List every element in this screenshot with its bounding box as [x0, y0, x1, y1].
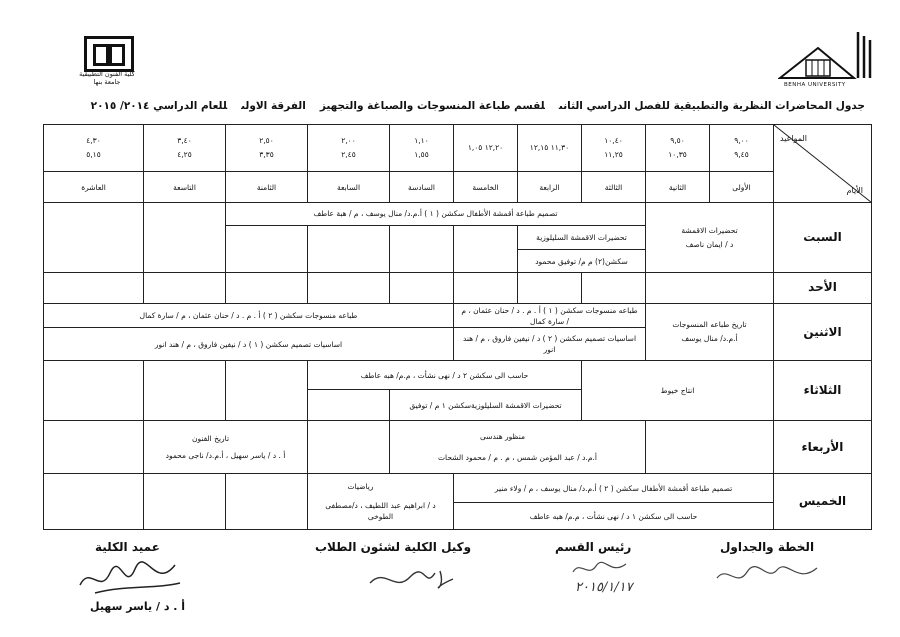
period-name-9: التاسعة [144, 172, 226, 203]
period-name-6: السادسة [390, 172, 454, 203]
sat-class-3-l1: تحضيرات الاقمشة السليلوزية [518, 225, 646, 250]
tue-class-3: تحضيرات الاقمشة السليلوزيةسكشن ١ م / توفيق [390, 390, 582, 421]
college-logo [78, 36, 136, 86]
period-name-2: الثانية [646, 172, 710, 203]
vice-signature-label: وكيل الكلية لشئون الطلاب [315, 540, 472, 554]
period-name-1: الأولى [710, 172, 774, 203]
mon-class-2-l2: اساسيات تصميم سكشن ( ٢ ) د / نيفين فاروق ، م / هند انور [454, 328, 646, 361]
sat-empty-6 [390, 225, 454, 272]
sun-empty-1 [646, 272, 774, 303]
sat-empty-5 [454, 225, 518, 272]
wed-empty-7 [308, 420, 390, 473]
tue-empty-7 [308, 390, 390, 421]
university-logo [778, 26, 876, 86]
thu-empty-10 [44, 474, 144, 530]
day-wednesday: الأربعاء [774, 420, 872, 473]
title-part-3: الفرقة الاولى [241, 100, 306, 112]
mon-class-3-l2: اساسيات تصميم سكشن ( ١ ) د / نيفين فاروق ، م / هند انور [44, 328, 454, 361]
time-cell-2: ٩,٥٠ ١٠,٣٥ [646, 125, 710, 172]
plan-signature-scribble [712, 560, 822, 590]
sun-empty-10 [44, 272, 144, 303]
wed-empty-10 [44, 420, 144, 473]
wednesday-row [44, 420, 872, 473]
time-cell-7: ٢,٠٠ ٢,٤٥ [308, 125, 390, 172]
day-sunday: الأحد [774, 272, 872, 303]
time-cell-6: ١,١٠ ١,٥٥ [390, 125, 454, 172]
page-title [90, 100, 865, 112]
time-cell-1: ٩,٠٠ ٩,٤٥ [710, 125, 774, 172]
sat-empty-8 [144, 203, 226, 273]
day-thursday: الخميس [774, 474, 872, 530]
sun-empty-6 [390, 272, 454, 303]
thu-class-1: تصميم طباعة أقمشة الأطفال سكشن ( ٢ ) أ.م.د/ منال يوسف ، م / ولاء منير [454, 474, 774, 503]
mon-class-1: تاريخ طباعه المنسوجات أ.م.د/ منال يوسف [646, 303, 774, 361]
time-cell-10: ٤,٣٠ ٥,١٥ [44, 125, 144, 172]
monday-row-1 [44, 303, 872, 328]
day-saturday: السبت [774, 203, 872, 273]
dean-signature-label: عميد الكلية [95, 540, 160, 554]
tue-empty-10 [44, 361, 144, 421]
wed-class-1: منظور هندسى أ.م.د / عبد المؤمن شمس ، م . م / محمود الشحات [390, 420, 646, 473]
title-part-2: لقسم طباعة المنسوجات والصباغة والتجهيز [319, 100, 545, 112]
time-cell-8: ٢,٥٠ ٣,٣٥ [226, 125, 308, 172]
university-logo-caption: BENHA UNIVERSITY [784, 82, 846, 88]
times-row [44, 125, 872, 172]
sun-empty-3 [582, 272, 646, 303]
period-name-7: السابعة [308, 172, 390, 203]
corner-header [774, 125, 872, 203]
period-name-8: الثامنة [226, 172, 308, 203]
period-names-row [44, 172, 872, 203]
sun-empty-8 [226, 272, 308, 303]
corner-days-label: الأيام [846, 186, 863, 196]
time-cell-9: ٣,٤٠ ٤,٢٥ [144, 125, 226, 172]
head-signature-label: رئيس القسم [555, 540, 632, 554]
handwritten-date: ٢٠١٥/١/١٧ [575, 580, 633, 595]
sun-empty-7 [308, 272, 390, 303]
sat-class-3-l2: سكشن(٢) م م/ توفيق محمود [518, 250, 646, 273]
mon-class-3-l1: طباعه منسوجات سكشن ( ٢ ) أ . م . د / حنان عثمان ، م / سارة كمال [44, 303, 454, 328]
tue-class-1: انتاج خيوط [582, 361, 774, 421]
corner-times-label: المواعيد [780, 134, 808, 143]
thu-empty-8 [226, 474, 308, 530]
saturday-row-1 [44, 203, 872, 226]
period-name-3: الثالثة [582, 172, 646, 203]
day-tuesday: الثلاثاء [774, 361, 872, 421]
tue-class-2: حاسب الى سكشن ٢ د / نهى نشأت ، م.م/ هبه عاطف [308, 361, 582, 390]
tuesday-row-1 [44, 361, 872, 390]
vice-signature-scribble [365, 563, 460, 597]
period-name-4: الرابعة [518, 172, 582, 203]
head-signature-scribble [570, 558, 630, 580]
title-part-4: للعام الدراسي ٢٠١٤/ ٢٠١٥ [90, 100, 228, 112]
mon-class-2-l1: طباعه منسوجات سكشن ( ١ ) أ . م . د / حنان عثمان ، م / سارة كمال [454, 303, 646, 328]
thursday-row-1 [44, 474, 872, 503]
thu-empty-9 [144, 474, 226, 530]
time-cell-4: ١١,٣٠ ١٢,١٥ [518, 125, 582, 172]
thu-class-2: حاسب الى سكشن ١ د / نهى نشأت ، م.م/ هبه عاطف [454, 503, 774, 530]
sun-empty-4 [518, 272, 582, 303]
sun-empty-9 [144, 272, 226, 303]
period-name-5: الخامسة [454, 172, 518, 203]
sat-empty-7b [226, 225, 308, 272]
plan-signature-label: الخطة والجداول [720, 540, 815, 554]
wed-empty-1 [646, 420, 774, 473]
sun-empty-5 [454, 272, 518, 303]
tue-empty-8 [226, 361, 308, 421]
dean-signature-scribble [75, 555, 185, 600]
title-part-1: جدول المحاضرات النظرية والتطبيقية للفصل الدراسي الثانى [558, 100, 865, 112]
day-monday: الاثنين [774, 303, 872, 361]
wed-class-2: تاريخ الفنون أ . د / ياسر سهيل ، أ.م.د/ ناجى محمود [144, 420, 308, 473]
period-name-10: العاشرة [44, 172, 144, 203]
sunday-row [44, 272, 872, 303]
time-cell-3: ١٠,٤٠ ١١,٢٥ [582, 125, 646, 172]
dean-name: أ . د / ياسر سهيل [90, 600, 186, 613]
sat-empty-7 [308, 225, 390, 272]
tue-empty-9 [144, 361, 226, 421]
college-logo-caption: كلية الفنون التطبيقية جامعة بنها [79, 70, 135, 86]
sat-class-2: تصميم طباعة أقمشة الأطفال سكشن ( ١ ) أ.م.د/ منال يوسف ، م / هبة عاطف [226, 203, 646, 226]
schedule-table [43, 124, 872, 530]
thu-class-3: رياضيات د / ابراهيم عبد اللطيف ، د/مصطفى الطوخى [308, 474, 454, 530]
time-cell-5: ١٢,٢٠ ١,٠٥ [454, 125, 518, 172]
sat-empty-9 [44, 203, 144, 273]
sat-class-1: تحضيرات الاقمشة د / ايمان ناصف [646, 203, 774, 273]
